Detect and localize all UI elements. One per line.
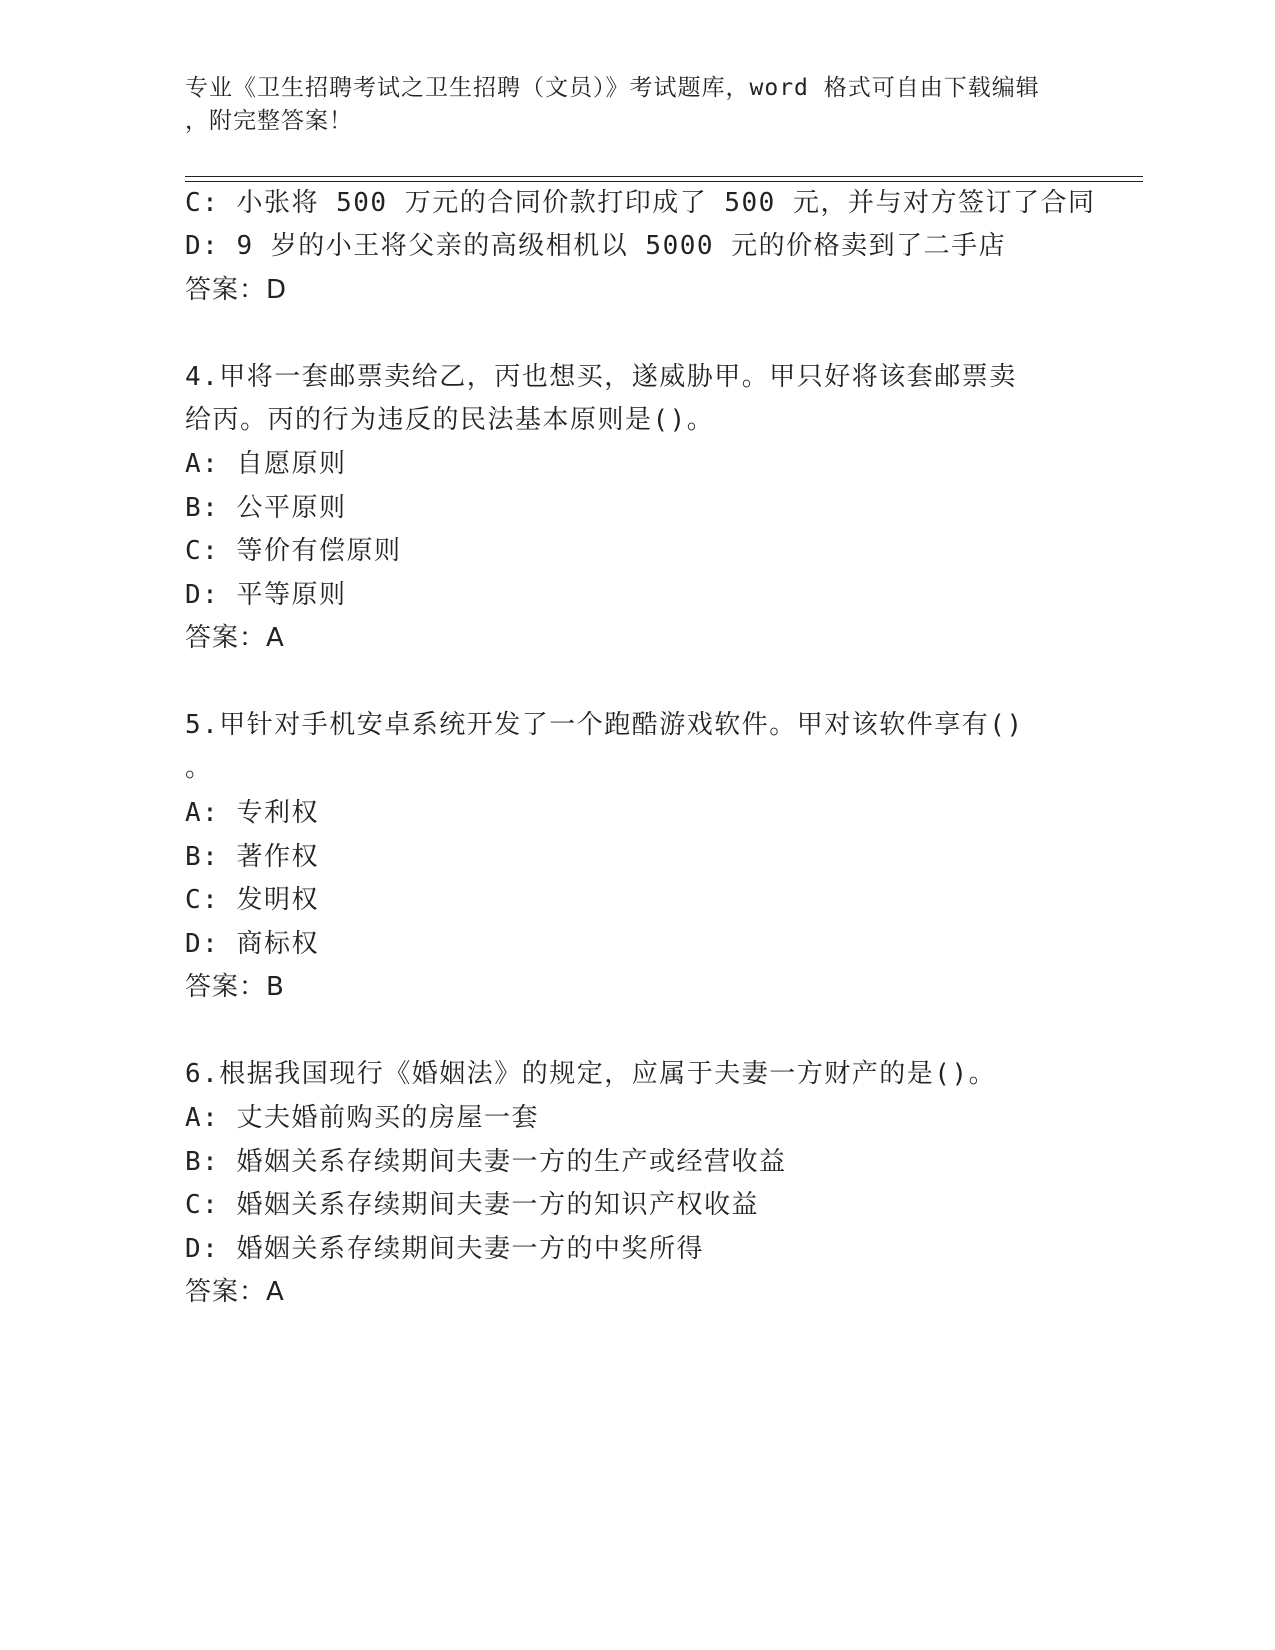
header-divider-top bbox=[185, 176, 1143, 177]
q6-stem-line-1: 6.根据我国现行《婚姻法》的规定，应属于夫妻一方财产的是()。 bbox=[185, 1059, 997, 1089]
q5-option-c: C: 发明权 bbox=[185, 885, 319, 915]
q5-option-d: D: 商标权 bbox=[185, 929, 319, 959]
q4-answer: 答案：A bbox=[185, 623, 285, 653]
q6-option-d: D: 婚姻关系存续期间夫妻一方的中奖所得 bbox=[185, 1234, 704, 1264]
q5-stem-line-1: 5.甲针对手机安卓系统开发了一个跑酷游戏软件。甲对该软件享有() bbox=[185, 710, 1024, 740]
q6-option-b: B: 婚姻关系存续期间夫妻一方的生产或经营收益 bbox=[185, 1147, 787, 1177]
q5-stem-line-2: 。 bbox=[185, 753, 213, 783]
header-line-2: ，附完整答案！ bbox=[185, 108, 353, 134]
q6-answer: 答案：A bbox=[185, 1277, 285, 1307]
q4-stem-line-2: 给丙。丙的行为违反的民法基本原则是()。 bbox=[185, 405, 715, 435]
q5-answer: 答案：B bbox=[185, 972, 285, 1002]
q5-option-b: B: 著作权 bbox=[185, 842, 319, 872]
header-divider-bottom bbox=[185, 181, 1143, 182]
q4-option-a: A: 自愿原则 bbox=[185, 449, 347, 479]
q6-option-c: C: 婚姻关系存续期间夫妻一方的知识产权收益 bbox=[185, 1190, 759, 1220]
q3-option-c: C: 小张将 500 万元的合同价款打印成了 500 元，并与对方签订了合同 bbox=[185, 188, 1096, 218]
q4-option-d: D: 平等原则 bbox=[185, 580, 347, 610]
q3-answer: 答案：D bbox=[185, 275, 288, 305]
q3-option-d: D: 9 岁的小王将父亲的高级相机以 5000 元的价格卖到了二手店 bbox=[185, 231, 1007, 261]
q4-option-b: B: 公平原则 bbox=[185, 493, 347, 523]
q6-option-a: A: 丈夫婚前购买的房屋一套 bbox=[185, 1103, 539, 1133]
q4-stem-line-1: 4.甲将一套邮票卖给乙，丙也想买，遂威胁甲。甲只好将该套邮票卖 bbox=[185, 362, 1017, 392]
document-header bbox=[185, 72, 1085, 138]
q4-option-c: C: 等价有偿原则 bbox=[185, 536, 402, 566]
q5-option-a: A: 专利权 bbox=[185, 798, 319, 828]
header-line-1: 专业《卫生招聘考试之卫生招聘（文员）》考试题库，word 格式可自由下载编辑 bbox=[185, 75, 1040, 101]
